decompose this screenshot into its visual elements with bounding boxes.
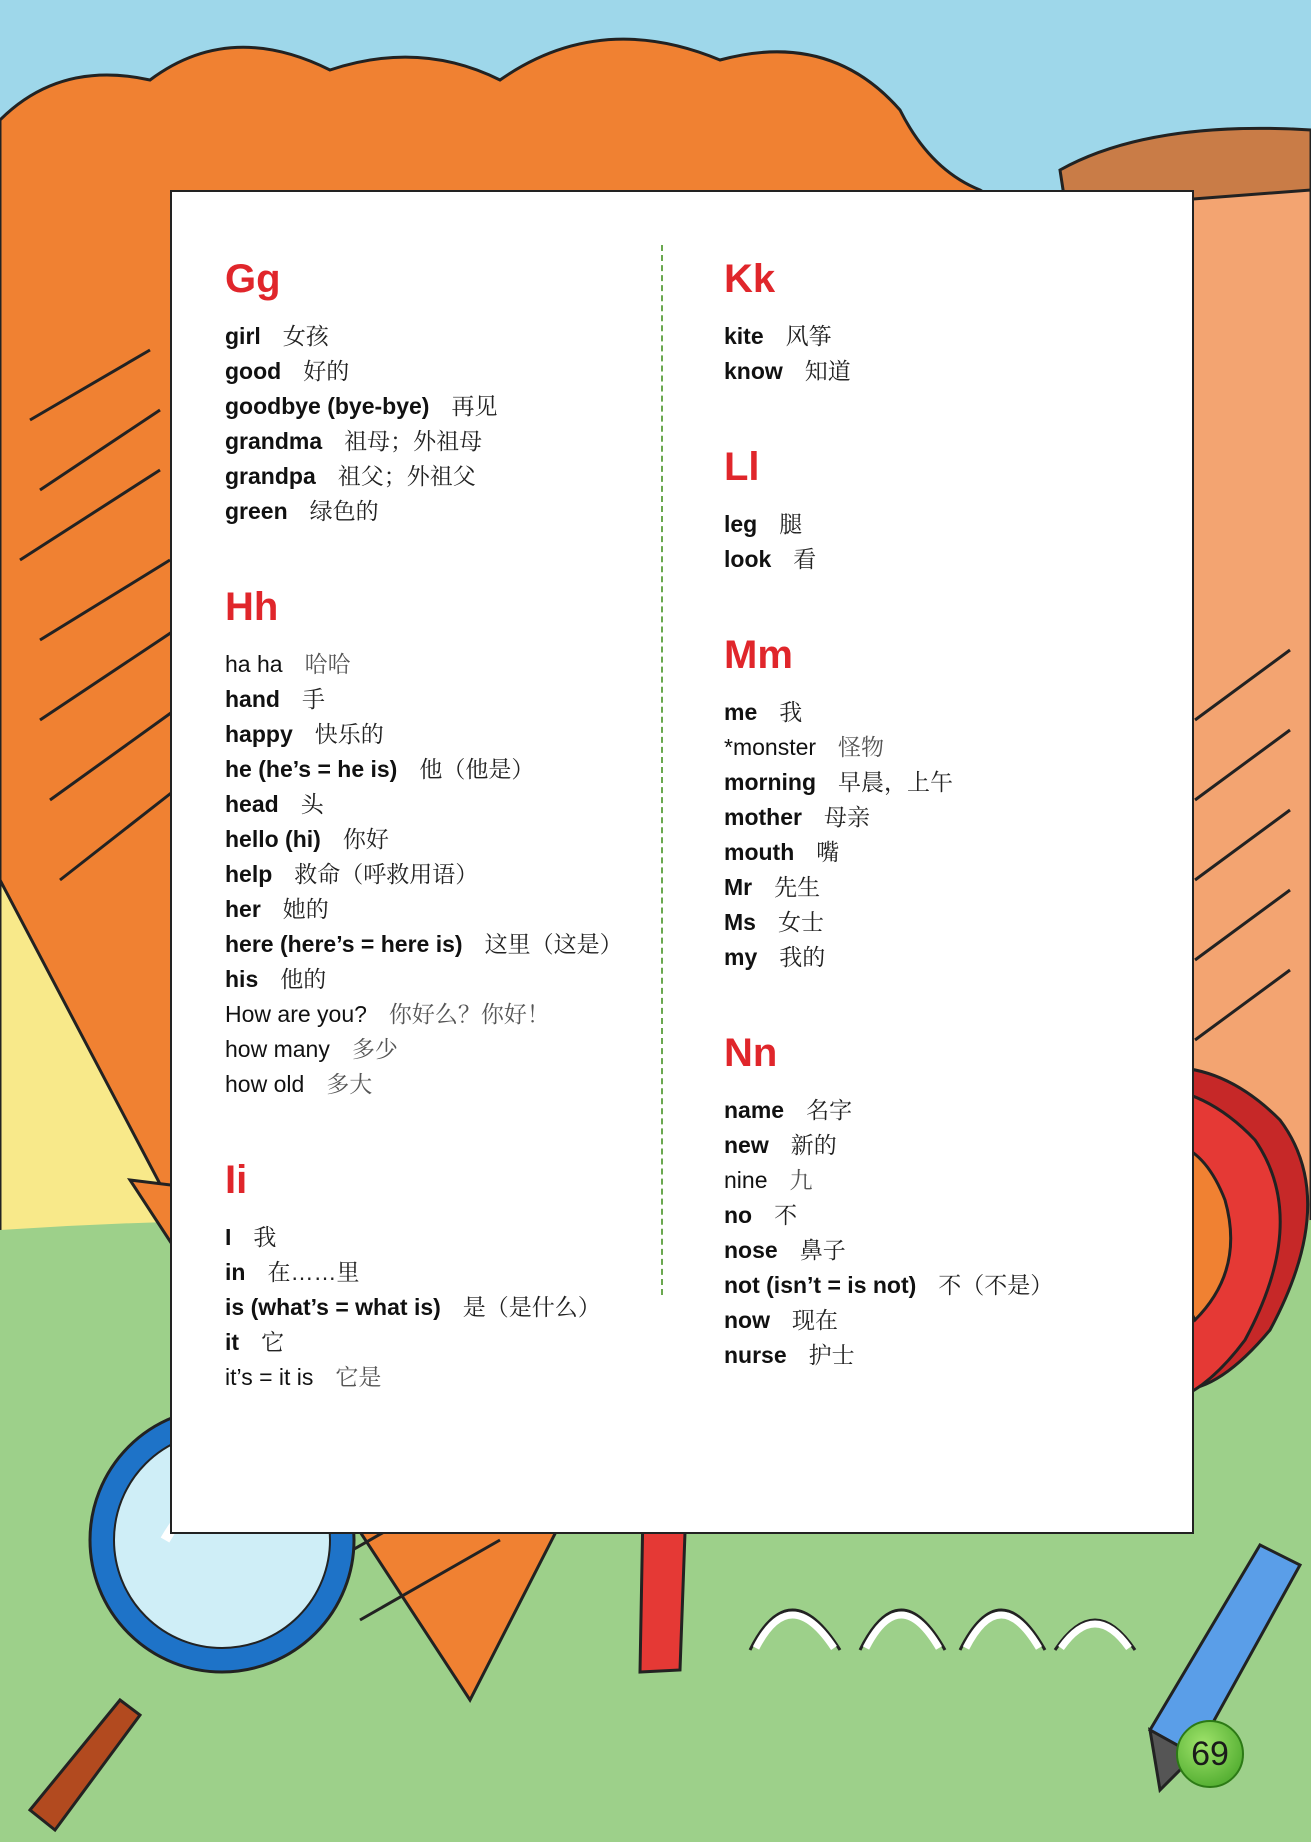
chinese-meaning: 女士 <box>777 909 824 935</box>
english-word: ha ha <box>225 651 283 677</box>
english-word: new <box>724 1132 769 1158</box>
chinese-meaning: 我 <box>779 699 803 725</box>
english-word: Ms <box>724 909 756 935</box>
english-word: hand <box>225 686 280 712</box>
letter-section <box>724 443 1164 577</box>
english-word: mother <box>724 804 802 830</box>
vocab-entry <box>225 857 665 892</box>
english-word: good <box>225 358 282 384</box>
vocab-entry <box>724 835 1164 870</box>
english-word: look <box>724 546 772 572</box>
vocab-entry <box>724 695 1164 730</box>
letter-section <box>724 255 1164 389</box>
english-word: it <box>225 1329 240 1355</box>
letter-section <box>724 1029 1164 1373</box>
chinese-meaning: 你好 <box>342 826 389 852</box>
vocab-entry <box>724 1338 1164 1373</box>
vocab-entry <box>225 1067 665 1102</box>
chinese-meaning: 绿色的 <box>309 498 379 524</box>
vocab-entry <box>225 787 665 822</box>
left-column <box>225 255 665 1449</box>
chinese-meaning: 再见 <box>451 393 498 419</box>
vocab-entry <box>225 647 665 682</box>
vocab-entry <box>225 717 665 752</box>
english-word: here (here’s = here is) <box>225 931 463 957</box>
vocab-entry <box>724 765 1164 800</box>
section-letter-heading: Gg <box>225 257 281 301</box>
vocab-entry <box>225 1360 665 1395</box>
chinese-meaning: 怪物 <box>838 734 885 760</box>
english-word: name <box>724 1097 785 1123</box>
vocab-entry <box>724 1093 1164 1128</box>
vocab-entry <box>225 424 665 459</box>
chinese-meaning: 手 <box>301 686 325 712</box>
chinese-meaning: 多少 <box>351 1036 398 1062</box>
chinese-meaning: 哈哈 <box>304 651 351 677</box>
english-word: in <box>225 1259 246 1285</box>
vocab-entry <box>225 927 673 962</box>
chinese-meaning: 在……里 <box>267 1259 360 1285</box>
english-word: he (he’s = he is) <box>225 756 398 782</box>
section-letter-heading: Nn <box>724 1031 778 1075</box>
vocab-entry <box>724 1163 1164 1198</box>
vocab-entry <box>724 507 1164 542</box>
chinese-meaning: 祖母；外祖母 <box>344 428 483 454</box>
letter-section <box>225 255 665 529</box>
english-word: my <box>724 944 758 970</box>
english-word: nurse <box>724 1342 787 1368</box>
english-word: leg <box>724 511 758 537</box>
chinese-meaning: 这里（这是） <box>484 931 623 957</box>
vocab-entry <box>225 892 665 927</box>
vocab-entry <box>724 542 1164 577</box>
english-word: nine <box>724 1167 768 1193</box>
vocab-entry <box>724 1268 1164 1303</box>
vocab-entry <box>225 962 665 997</box>
vocab-entry <box>724 1198 1164 1233</box>
vocab-entry <box>225 389 665 424</box>
english-word: grandpa <box>225 463 316 489</box>
vocab-entry <box>225 319 665 354</box>
chinese-meaning: 新的 <box>790 1132 837 1158</box>
vocab-entry <box>724 940 1164 975</box>
vocab-entry <box>724 1128 1164 1163</box>
english-word: Mr <box>724 874 753 900</box>
chinese-meaning: 快乐的 <box>314 721 384 747</box>
chinese-meaning: 鼻子 <box>799 1237 846 1263</box>
chinese-meaning: 名字 <box>806 1097 853 1123</box>
vocab-entry <box>724 1303 1164 1338</box>
vocab-entry <box>225 459 665 494</box>
english-word: I <box>225 1224 232 1250</box>
chinese-meaning: 嘴 <box>816 839 840 865</box>
chinese-meaning: 他（他是） <box>419 756 535 782</box>
chinese-meaning: 好的 <box>303 358 350 384</box>
vocab-entry <box>724 1233 1164 1268</box>
vocab-entry <box>225 997 665 1032</box>
vocab-entry <box>225 1255 665 1290</box>
chinese-meaning: 不（不是） <box>938 1272 1054 1298</box>
english-word: now <box>724 1307 770 1333</box>
vocab-entry <box>225 1032 665 1067</box>
english-word: nose <box>724 1237 778 1263</box>
chinese-meaning: 你好么？你好！ <box>388 1001 550 1027</box>
vocab-entry <box>724 870 1164 905</box>
letter-section <box>724 631 1164 975</box>
english-word: happy <box>225 721 293 747</box>
english-word: grandma <box>225 428 323 454</box>
vocab-entry <box>225 682 665 717</box>
english-word: hello (hi) <box>225 826 321 852</box>
english-word: head <box>225 791 279 817</box>
vocab-entry <box>724 905 1164 940</box>
letter-section <box>225 583 665 1102</box>
vocab-entry <box>225 752 665 787</box>
vocab-entry <box>225 1290 665 1325</box>
chinese-meaning: 现在 <box>792 1307 838 1333</box>
chinese-meaning: 它 <box>261 1329 285 1355</box>
english-word: is (what’s = what is) <box>225 1294 441 1320</box>
chinese-meaning: 先生 <box>774 874 821 900</box>
chinese-meaning: 祖父；外祖父 <box>337 463 476 489</box>
chinese-meaning: 我的 <box>779 944 826 970</box>
english-word: *monster <box>724 734 817 760</box>
vocab-entry <box>225 1220 665 1255</box>
vocab-entry <box>225 494 665 529</box>
chinese-meaning: 母亲 <box>823 804 870 830</box>
chinese-meaning: 腿 <box>779 511 803 537</box>
vocab-entry <box>724 730 1164 765</box>
vocab-entry <box>724 800 1164 835</box>
english-word: his <box>225 966 259 992</box>
section-letter-heading: Mm <box>724 633 793 677</box>
chinese-meaning: 头 <box>300 791 324 817</box>
english-word: me <box>724 699 758 725</box>
vocab-entry <box>724 319 1164 354</box>
vocab-entry <box>724 354 1164 389</box>
english-word: how many <box>225 1036 330 1062</box>
chinese-meaning: 多大 <box>326 1071 373 1097</box>
chinese-meaning: 风筝 <box>785 323 832 349</box>
right-column <box>724 255 1164 1427</box>
english-word: How are you? <box>225 1001 367 1027</box>
chinese-meaning: 护士 <box>808 1342 855 1368</box>
chinese-meaning: 它是 <box>335 1364 382 1390</box>
chinese-meaning: 是（是什么） <box>462 1294 601 1320</box>
chinese-meaning: 女孩 <box>282 323 329 349</box>
chinese-meaning: 九 <box>789 1167 813 1193</box>
vocab-entry <box>225 354 665 389</box>
letter-section <box>225 1156 665 1395</box>
section-letter-heading: Kk <box>724 257 776 301</box>
english-word: it’s = it is <box>225 1364 314 1390</box>
chinese-meaning: 看 <box>793 546 817 572</box>
section-letter-heading: Hh <box>225 585 279 629</box>
chinese-meaning: 知道 <box>804 358 851 384</box>
vocab-entry <box>225 822 665 857</box>
chinese-meaning: 他的 <box>280 966 327 992</box>
vocab-entry <box>225 1325 665 1360</box>
chinese-meaning: 不 <box>774 1202 798 1228</box>
english-word: morning <box>724 769 816 795</box>
section-letter-heading: Ll <box>724 445 760 489</box>
english-word: no <box>724 1202 753 1228</box>
english-word: green <box>225 498 288 524</box>
chinese-meaning: 我 <box>253 1224 277 1250</box>
chinese-meaning: 她的 <box>282 896 329 922</box>
chinese-meaning: 救命（呼救用语） <box>294 861 479 887</box>
english-word: know <box>724 358 783 384</box>
english-word: girl <box>225 323 261 349</box>
english-word: how old <box>225 1071 305 1097</box>
english-word: help <box>225 861 273 887</box>
english-word: goodbye (bye-bye) <box>225 393 430 419</box>
section-letter-heading: Ii <box>225 1158 248 1202</box>
english-word: kite <box>724 323 764 349</box>
english-word: mouth <box>724 839 795 865</box>
chinese-meaning: 早晨，上午 <box>838 769 953 795</box>
english-word: her <box>225 896 261 922</box>
page-number: 69 <box>1176 1720 1244 1788</box>
english-word: not (isn’t = is not) <box>724 1272 917 1298</box>
